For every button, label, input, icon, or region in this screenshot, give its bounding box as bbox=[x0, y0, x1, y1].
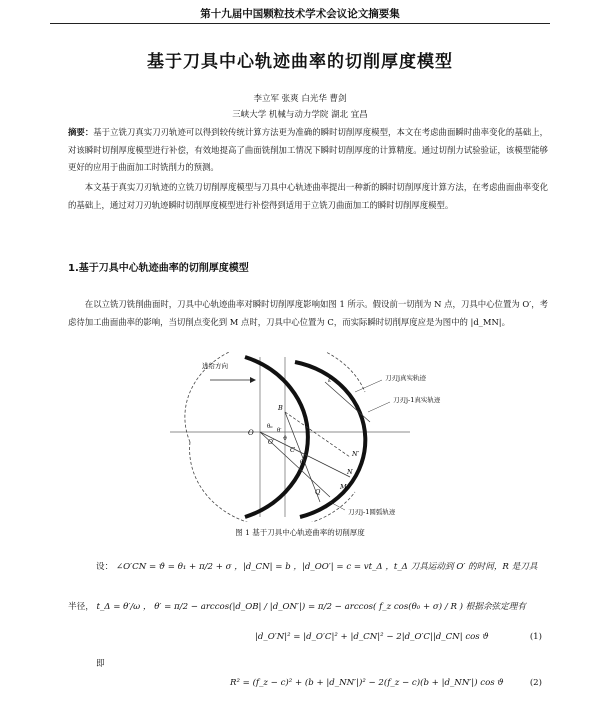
label-Q: Q bbox=[315, 488, 321, 496]
running-header: 第十九届中国颗粒技术学术会议论文摘要集 bbox=[50, 5, 550, 24]
ji-text: 即 bbox=[96, 659, 105, 669]
let-formula: ∠O′CN = ϑ = θ₁ + π/2 + σ ，|d_CN| = b ，|d_OO′| = c = vt_Δ ，t_Δ 刀具运动到 O′ 的时间，R 是刀具 bbox=[115, 562, 538, 572]
feed-arrowhead bbox=[250, 377, 256, 383]
label-thetavar: ϑ bbox=[283, 436, 287, 442]
tooth-j1-true-path bbox=[295, 362, 365, 517]
leader-prev-path bbox=[368, 402, 390, 412]
equation-let bbox=[96, 560, 537, 572]
label-N: N bbox=[347, 468, 353, 476]
equation-2-number: (2) bbox=[529, 678, 542, 688]
authors: 李立军 张爽 白光华 曹剑 bbox=[253, 94, 347, 104]
label-Oprime: O′ bbox=[268, 439, 275, 446]
figure-1-diagram bbox=[150, 352, 450, 522]
label-thetaprime: θ′ bbox=[277, 428, 282, 434]
leader-real-path bbox=[355, 380, 382, 392]
label-Nprime: N′ bbox=[352, 450, 360, 458]
label-real-path: 刀刃j真实轨迹 bbox=[385, 374, 427, 382]
equation-1: |d_O′N|² = |d_O′C|² + |d_CN|² − 2|d_O′C||d_CN| cos ϑ bbox=[255, 632, 489, 642]
label-arc-path: 刀刃j-1圆弧轨迹 bbox=[348, 508, 396, 516]
equation-1-number: (1) bbox=[529, 632, 542, 642]
tooth-j-true-path bbox=[245, 357, 308, 517]
label-prev-path: 刀刃j-1真实轨迹 bbox=[393, 396, 441, 404]
tooth-j1-arc-path bbox=[190, 442, 355, 522]
affiliation: 三峡大学 机械与动力学院 湖北 宜昌 bbox=[232, 110, 368, 120]
label-epsilon: ε bbox=[328, 377, 332, 384]
label-B: B bbox=[278, 404, 283, 412]
abstract-text: 基于立铣刀真实刀刃轨迹可以得到较传统计算方法更为准确的瞬时切削厚度模型，本文在考虑曲面瞬时曲率变化的基础上，对该瞬时切削厚度模型进行补偿，有效地提高了曲面铣削加工情况下瞬时切削厚度的计算精度。通过切削力试验验证，该模型能够更好的应用于曲面加工时铣削力的预测。 bbox=[68, 127, 548, 172]
label-theta1: θ₁ bbox=[300, 460, 306, 466]
label-C: C bbox=[290, 446, 295, 454]
abstract bbox=[68, 124, 548, 177]
section-1-paragraph: 在以立铣刀铣削曲面时，刀具中心轨迹曲率对瞬时切削厚度影响如图 1 所示。假设前一切削为 N 点，刀具中心位置为 O′，考虑待加工曲面曲率的影响，当切削点变化到 M 点时，刀具中心位置为 C，而实际瞬时切削厚度应是为图中的 |d_MN|。 bbox=[68, 299, 548, 327]
let-label: 设： bbox=[96, 562, 114, 572]
equation-2: R² = (f_z − c)² + (b + |d_NN′|)² − 2(f_z − c)(b + |d_NN′|) cos ϑ bbox=[230, 678, 504, 688]
label-M: M bbox=[340, 483, 347, 491]
intro-paragraph: 本文基于真实刀刃轨迹的立铣刀切削厚度模型与刀具中心轨迹曲率提出一种新的瞬时切削厚度计算方法，在考虑曲面曲率变化的基础上，通过对刀刃轨迹瞬时切削厚度模型进行补偿得到适用于立铣刀曲面加工的瞬时切削厚度模型。 bbox=[68, 182, 548, 210]
radius-formula: t_Δ = θ′/ω ， θ′ = π/2 − arccos(|d_OB| / |d_ON′|) = π/2 − arccos( f_z cos(θ₀ + σ) / R ) 根据余弦定理有 bbox=[96, 602, 526, 612]
label-O: O bbox=[248, 429, 254, 437]
abstract-label: 摘要： bbox=[68, 127, 94, 137]
section-1-heading: 1.基于刀具中心轨迹曲率的切削厚度模型 bbox=[68, 263, 249, 274]
equation-radius bbox=[68, 600, 526, 612]
label-feed-direction: 进给方向 bbox=[202, 362, 228, 370]
figure-1-caption: 图 1 基于刀具中心轨迹曲率的切削厚度 bbox=[235, 528, 365, 537]
paper-title: 基于刀具中心轨迹曲率的切削厚度模型 bbox=[147, 52, 453, 72]
radius-label: 半径， bbox=[68, 602, 94, 612]
label-theta0: θ₀ bbox=[267, 424, 273, 430]
